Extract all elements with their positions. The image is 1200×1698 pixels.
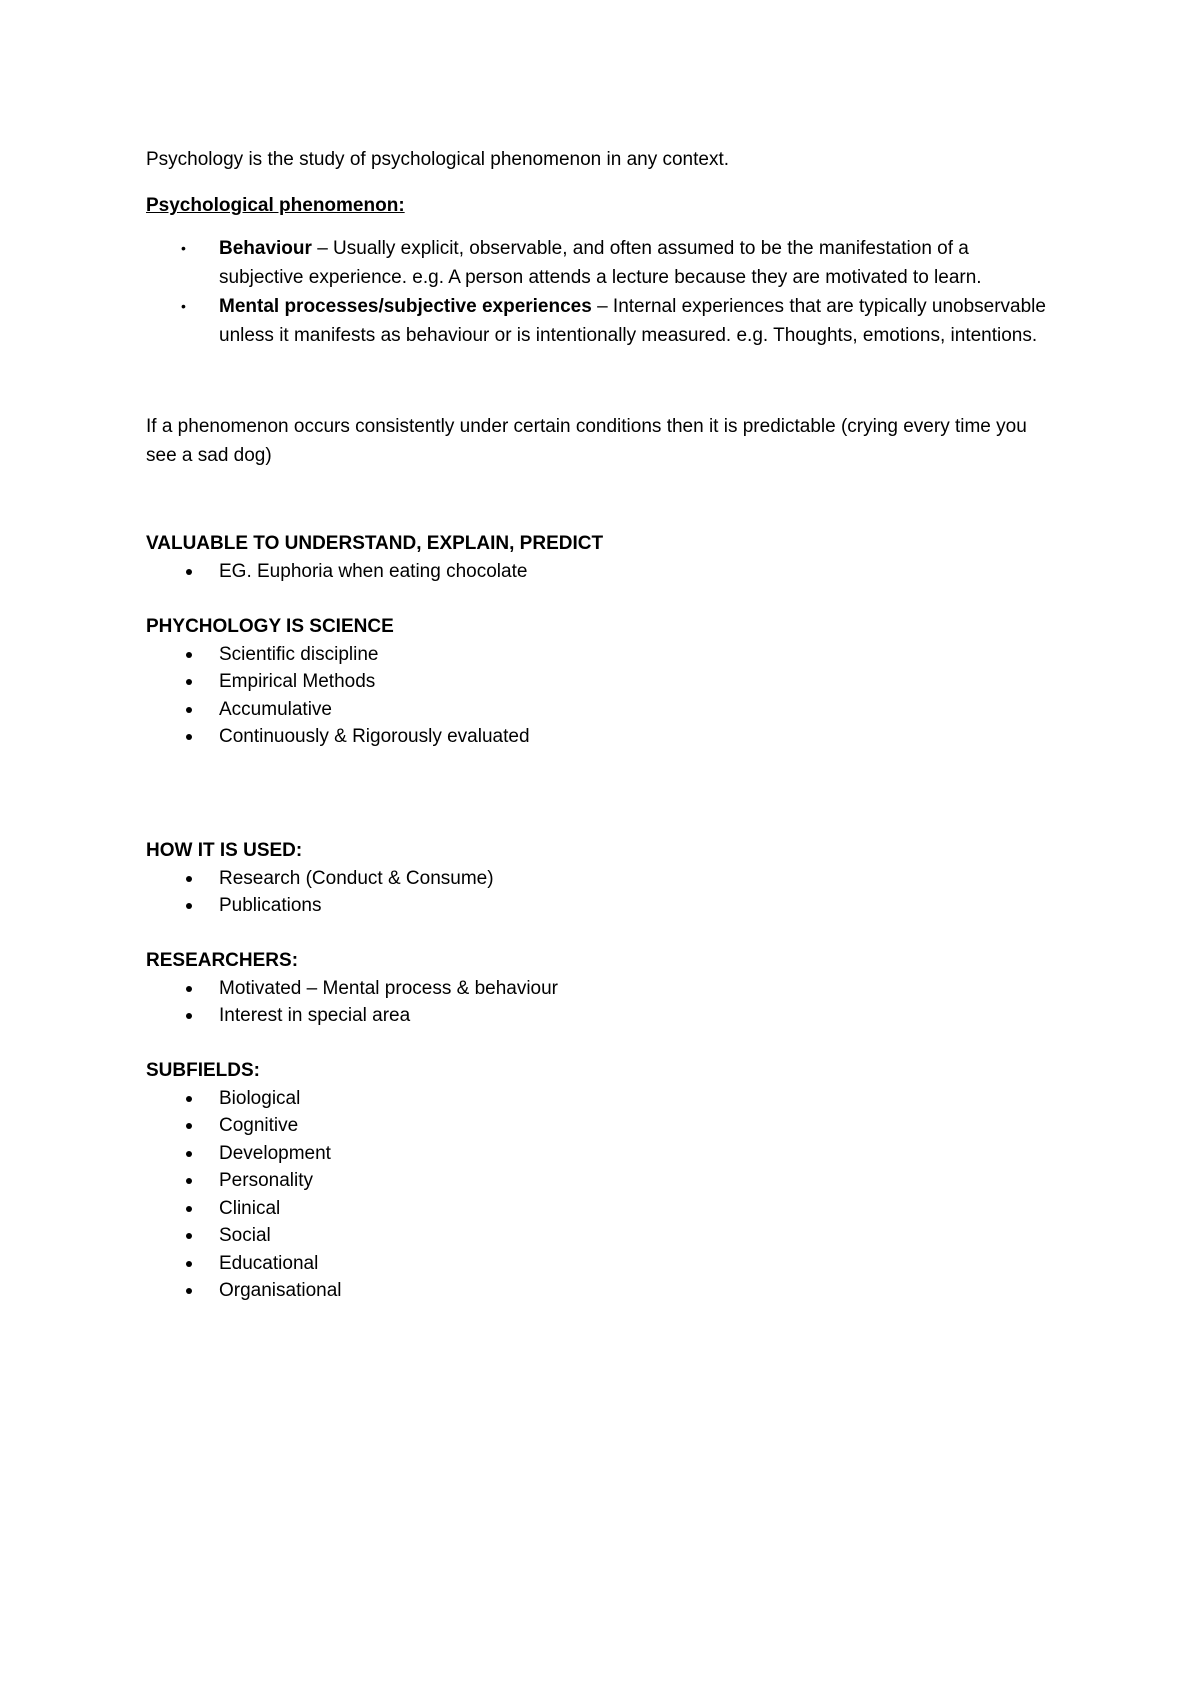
section-heading: RESEARCHERS: bbox=[146, 949, 299, 971]
predictable-paragraph: If a phenomenon occurs consistently under certain conditions then it is predictable (crying every time you see a sad dog) bbox=[146, 416, 1027, 466]
section-list bbox=[146, 1085, 1046, 1305]
list-item bbox=[146, 668, 1046, 696]
bullet-icon bbox=[186, 1261, 192, 1267]
section-subfields bbox=[146, 1057, 1046, 1305]
list-item bbox=[146, 865, 1046, 893]
bullet-icon bbox=[186, 1123, 192, 1129]
bullet-icon: • bbox=[181, 298, 186, 314]
phenomenon-item-behaviour bbox=[146, 234, 1046, 292]
bullet-icon bbox=[186, 986, 192, 992]
list-item-text: Empirical Methods bbox=[219, 671, 376, 692]
list-item-text: Biological bbox=[219, 1087, 301, 1109]
section-valuable bbox=[146, 530, 1046, 586]
bullet-icon: • bbox=[181, 240, 186, 256]
document-page bbox=[146, 145, 1046, 1305]
list-item-text: Accumulative bbox=[219, 698, 332, 720]
list-item-text: Publications bbox=[219, 895, 322, 916]
section-researchers bbox=[146, 947, 1046, 1030]
phenomenon-heading: Psychological phenomenon: bbox=[146, 195, 405, 216]
bullet-icon bbox=[186, 1233, 192, 1239]
section-heading: PHYCHOLOGY IS SCIENCE bbox=[146, 615, 394, 637]
list-item-text: Clinical bbox=[219, 1197, 281, 1219]
intro-paragraph: Psychology is the study of psychological phenomenon in any context. bbox=[146, 149, 730, 170]
bullet-icon bbox=[186, 707, 192, 713]
list-item bbox=[146, 975, 1046, 1003]
bullet-icon bbox=[186, 1096, 192, 1102]
bullet-icon bbox=[186, 652, 192, 658]
list-item-text: Research (Conduct & Consume) bbox=[219, 867, 494, 889]
list-item-text: Interest in special area bbox=[219, 1005, 411, 1026]
bullet-icon bbox=[186, 903, 192, 909]
section-heading: VALUABLE TO UNDERSTAND, EXPLAIN, PREDICT bbox=[146, 533, 604, 554]
list-item bbox=[146, 723, 1046, 751]
bullet-icon bbox=[186, 1013, 192, 1019]
phenomenon-list bbox=[146, 234, 1046, 350]
list-item bbox=[146, 696, 1046, 724]
section-list bbox=[146, 558, 1046, 586]
list-item-text: Motivated – Mental process & behaviour bbox=[219, 977, 559, 999]
section-how-used bbox=[146, 837, 1046, 920]
list-item bbox=[146, 1140, 1046, 1168]
section-heading: HOW IT IS USED: bbox=[146, 839, 303, 861]
list-item-text: Organisational bbox=[219, 1280, 342, 1301]
list-item-text: Social bbox=[219, 1225, 271, 1246]
section-list bbox=[146, 975, 1046, 1030]
bullet-icon bbox=[186, 876, 192, 882]
list-item bbox=[146, 892, 1046, 920]
phenomenon-description: – Usually explicit, observable, and often assumed to be the manifestation of a subjective experience. e.g. A person attends a lecture because they are motivated to learn. bbox=[219, 238, 982, 288]
phenomenon-term: Mental processes/subjective experiences bbox=[219, 296, 592, 317]
bullet-icon bbox=[186, 734, 192, 740]
section-heading: SUBFIELDS: bbox=[146, 1059, 260, 1081]
bullet-icon bbox=[186, 679, 192, 685]
list-item-text: Educational bbox=[219, 1252, 319, 1274]
section-list bbox=[146, 865, 1046, 920]
section-list bbox=[146, 641, 1046, 751]
list-item bbox=[146, 1277, 1046, 1305]
phenomenon-item-mental-processes bbox=[146, 292, 1046, 350]
list-item-text: EG. Euphoria when eating chocolate bbox=[219, 561, 528, 582]
list-item-text: Continuously & Rigorously evaluated bbox=[219, 726, 530, 747]
list-item bbox=[146, 641, 1046, 669]
bullet-icon bbox=[186, 1178, 192, 1184]
phenomenon-description: – Internal experiences that are typically unobservable unless it manifests as behaviour or is intentionally measured. e.g. Thoughts, emotions, intentions. bbox=[219, 296, 1046, 346]
bullet-icon bbox=[186, 1206, 192, 1212]
list-item-text: Scientific discipline bbox=[219, 643, 379, 665]
list-item bbox=[146, 1222, 1046, 1250]
list-item bbox=[146, 1167, 1046, 1195]
bullet-icon bbox=[186, 569, 192, 575]
bullet-icon bbox=[186, 1151, 192, 1157]
list-item bbox=[146, 1085, 1046, 1113]
phenomenon-term: Behaviour bbox=[219, 238, 312, 259]
list-item bbox=[146, 1250, 1046, 1278]
list-item bbox=[146, 1195, 1046, 1223]
bullet-icon bbox=[186, 1288, 192, 1294]
list-item bbox=[146, 1112, 1046, 1140]
list-item bbox=[146, 1002, 1046, 1030]
list-item bbox=[146, 558, 1046, 586]
section-science bbox=[146, 613, 1046, 751]
list-item-text: Personality bbox=[219, 1170, 313, 1191]
list-item-text: Cognitive bbox=[219, 1115, 299, 1136]
list-item-text: Development bbox=[219, 1142, 331, 1164]
